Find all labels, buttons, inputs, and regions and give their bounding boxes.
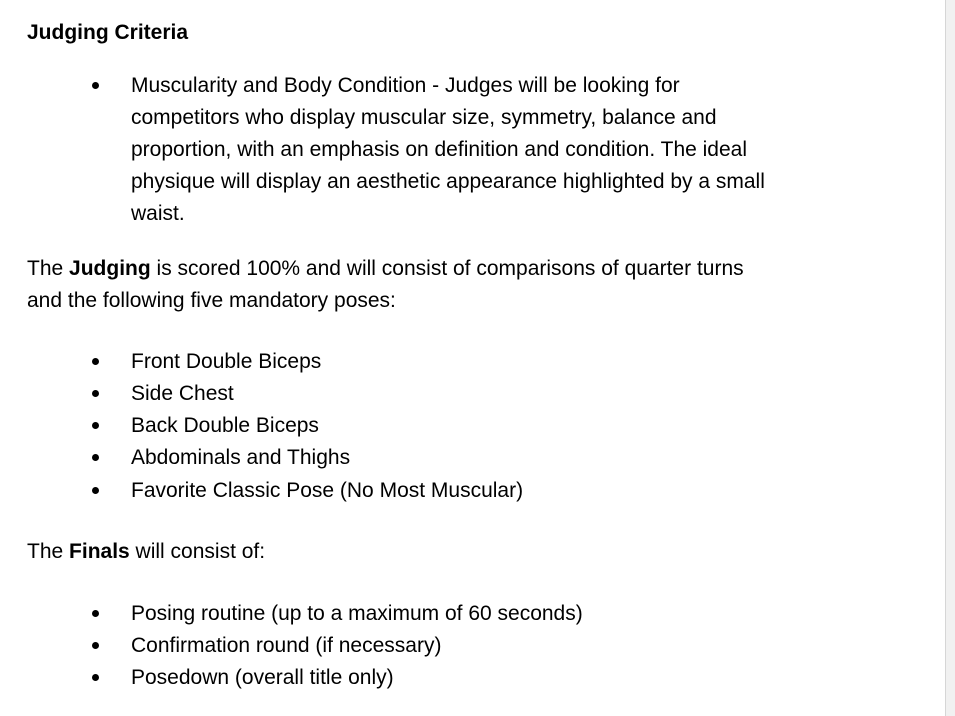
finals-list-item [0, 630, 900, 662]
pose-label: Favorite Classic Pose (No Most Muscular) [131, 479, 524, 502]
pose-label: Abdominals and Thighs [131, 446, 351, 469]
pose-list-item [0, 475, 900, 507]
pose-label: Side Chest [131, 382, 234, 405]
criteria-line: Muscularity and Body Condition - Judges will be looking for [131, 74, 680, 97]
pose-list-item [0, 410, 900, 442]
finals-label: Confirmation round (if necessary) [131, 634, 442, 657]
pose-list-item [0, 346, 900, 378]
bullet-icon [92, 674, 99, 681]
finals-list-item [0, 662, 900, 694]
pose-list-item [0, 442, 900, 474]
criteria-line: proportion, with an emphasis on definition and condition. The ideal [131, 138, 748, 161]
finals-label: Posedown (overall title only) [131, 666, 394, 689]
judging-paragraph-line-1 [27, 253, 744, 285]
criteria-line: physique will display an aesthetic appearance highlighted by a small [131, 170, 765, 193]
finals-paragraph [27, 536, 265, 568]
finals-label: Posing routine (up to a maximum of 60 seconds) [131, 602, 583, 625]
judging-bold: Judging [69, 257, 151, 280]
bullet-icon [92, 390, 99, 397]
criteria-line: waist. [131, 202, 185, 225]
judging-paragraph-line-2: and the following five mandatory poses: [27, 289, 396, 312]
scrollbar-track[interactable] [945, 0, 955, 716]
bullet-icon [92, 610, 99, 617]
finals-paragraph-line [27, 536, 265, 568]
criteria-line: competitors who display muscular size, symmetry, balance and [131, 106, 717, 129]
criteria-text [131, 70, 765, 230]
finals-rest: will consist of: [129, 540, 266, 563]
bullet-icon [92, 642, 99, 649]
criteria-list-item [0, 70, 900, 230]
page-title: Judging Criteria [27, 21, 189, 44]
judging-prefix: The [27, 257, 70, 280]
judging-paragraph [27, 253, 744, 317]
bullet-icon [92, 422, 99, 429]
pose-list-item [0, 378, 900, 410]
judging-rest: is scored 100% and will consist of comparisons of quarter turns [150, 257, 744, 280]
bullet-icon [92, 82, 99, 89]
bullet-icon [92, 358, 99, 365]
pose-label: Back Double Biceps [131, 414, 319, 437]
pose-label: Front Double Biceps [131, 350, 322, 373]
finals-list-item [0, 598, 900, 630]
bullet-icon [92, 487, 99, 494]
bullet-icon [92, 454, 99, 461]
finals-prefix: The [27, 540, 70, 563]
finals-bold: Finals [69, 540, 130, 563]
